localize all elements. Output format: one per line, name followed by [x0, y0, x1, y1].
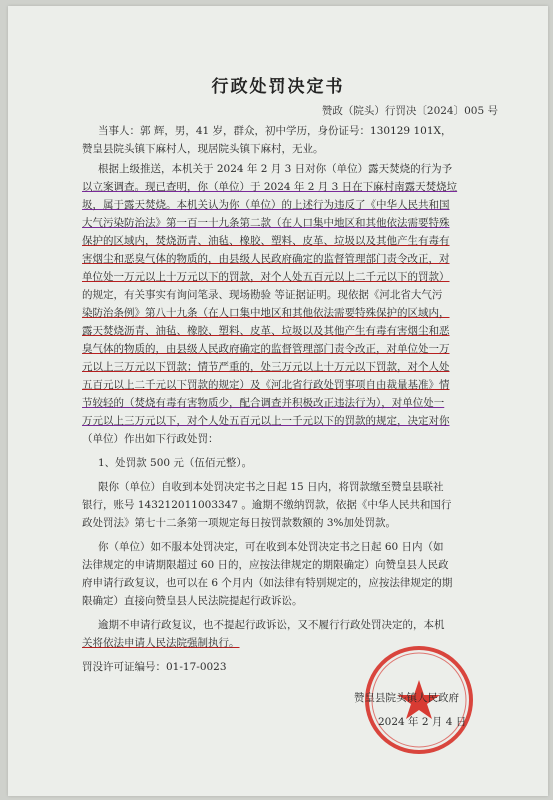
text-line: 关将依法申请人民法院强制执行。: [82, 637, 240, 649]
text-line: 以立案调查。现已查明，你（单位）于 2024 年 2 月 3 日在下麻村南露天焚烧垃: [82, 181, 458, 193]
signature-organization: 赞皇县院头镇人民政府: [354, 692, 459, 704]
text-line: 府申请行政复议，也可以在 6 个月内（如法律有特别规定的，应按法律规定的期: [82, 577, 453, 589]
text-line: 银行，账号 143212011003347 。逾期不缴纳罚款，依据《中华人民共和国行: [82, 499, 452, 511]
document-number: 赞政（院头）行罚决〔2024〕005 号: [321, 105, 498, 117]
text-line: 臭气体的物质的，由县级人民政府确定的监督管理部门责令改正，对单位处一万: [82, 343, 450, 355]
text-line: （单位）作出如下行政处罚：: [82, 433, 219, 445]
penalty-item: 1、处罚款 500 元（伍佰元整）。: [98, 457, 253, 469]
text-line: 大气污染防治法》第一百一十九条第二款（在人口集中地区和其他依法需要特殊: [82, 217, 450, 229]
text-line: 万元以上三万元以下，对个人处五百元以上一千元以下的罚款的规定，决定对你: [82, 415, 450, 427]
text-line: 限你（单位）自收到本处罚决定书之日起 15 日内，将罚款缴至赞皇县联社: [98, 481, 444, 493]
text-line: 根据上级推送，本机关于 2024 年 2 月 3 日对你（单位）露天焚烧的行为予: [98, 163, 453, 175]
text-line: 政处罚法》第七十二条第一项规定每日按罚款数额的 3%加处罚款。: [82, 517, 396, 529]
text-line: 限确定）直接向赞皇县人民法院提起行政诉讼。: [82, 595, 303, 607]
text-line: 你（单位）如不服本处罚决定，可在收到本处罚决定书之日起 60 日内（如: [98, 541, 444, 553]
document-title: 行政处罚决定书: [211, 77, 345, 97]
text-line: 单位处一万元以上十万元以下的罚款，对个人处五百元以上二千元以下的罚款）: [82, 271, 450, 283]
text-line: 圾，属于露天焚烧。本机关认为你（单位）的上述行为违反了《中华人民共和国: [82, 199, 450, 211]
text-line: 法律规定的申请期限超过 60 日的，应按法律规定的期限确定）向赞皇县人民政: [82, 559, 449, 571]
text-line: 五百元以上二千元以下罚款的规定）及《河北省行政处罚事项自由裁量基准》情: [82, 379, 450, 391]
text-line: 元以上三万元以下罚款；情节严重的，处三万元以上十万元以下罚款，对个人处: [82, 361, 450, 373]
text-line: 当事人：郭 辉，男，41 岁，群众，初中学历，身份证号：130129 101X，: [98, 125, 452, 137]
text-line: 露天焚烧沥青、油毡、橡胶、塑料、皮革、垃圾以及其他产生有毒有害烟尘和恶: [82, 325, 450, 337]
text-line: 的规定，有关事实有询问笔录、现场勘验 等证据证明。现依据《河北省大气污: [82, 289, 443, 301]
signature-date: 2024 年 2 月 4 日: [378, 716, 467, 728]
text-line: 节较轻的（焚烧有毒有害物质少，配合调查并积极改正违法行为），对单位处一: [82, 397, 445, 409]
text-line: 逾期不申请行政复议，也不提起行政诉讼，又不履行行政处罚决定的，本机: [98, 619, 445, 631]
text-line: 害烟尘和恶臭气体的物质的，由县级人民政府确定的监督管理部门责令改正，对: [82, 253, 450, 265]
license-number: 罚没许可证编号：01-17-0023: [82, 661, 227, 673]
text-line: 染防治条例》第八十九条（在人口集中地区和其他依法需要特殊保护的区域内，: [82, 307, 450, 319]
text-line: 保护的区域内，焚烧沥青、油毡、橡胶、塑料、皮革、垃圾以及其他产生有毒有: [82, 235, 450, 247]
text-line: 赞皇县院头镇下麻村人，现居院头镇下麻村，无业。: [82, 143, 324, 155]
document-page: [8, 6, 548, 796]
